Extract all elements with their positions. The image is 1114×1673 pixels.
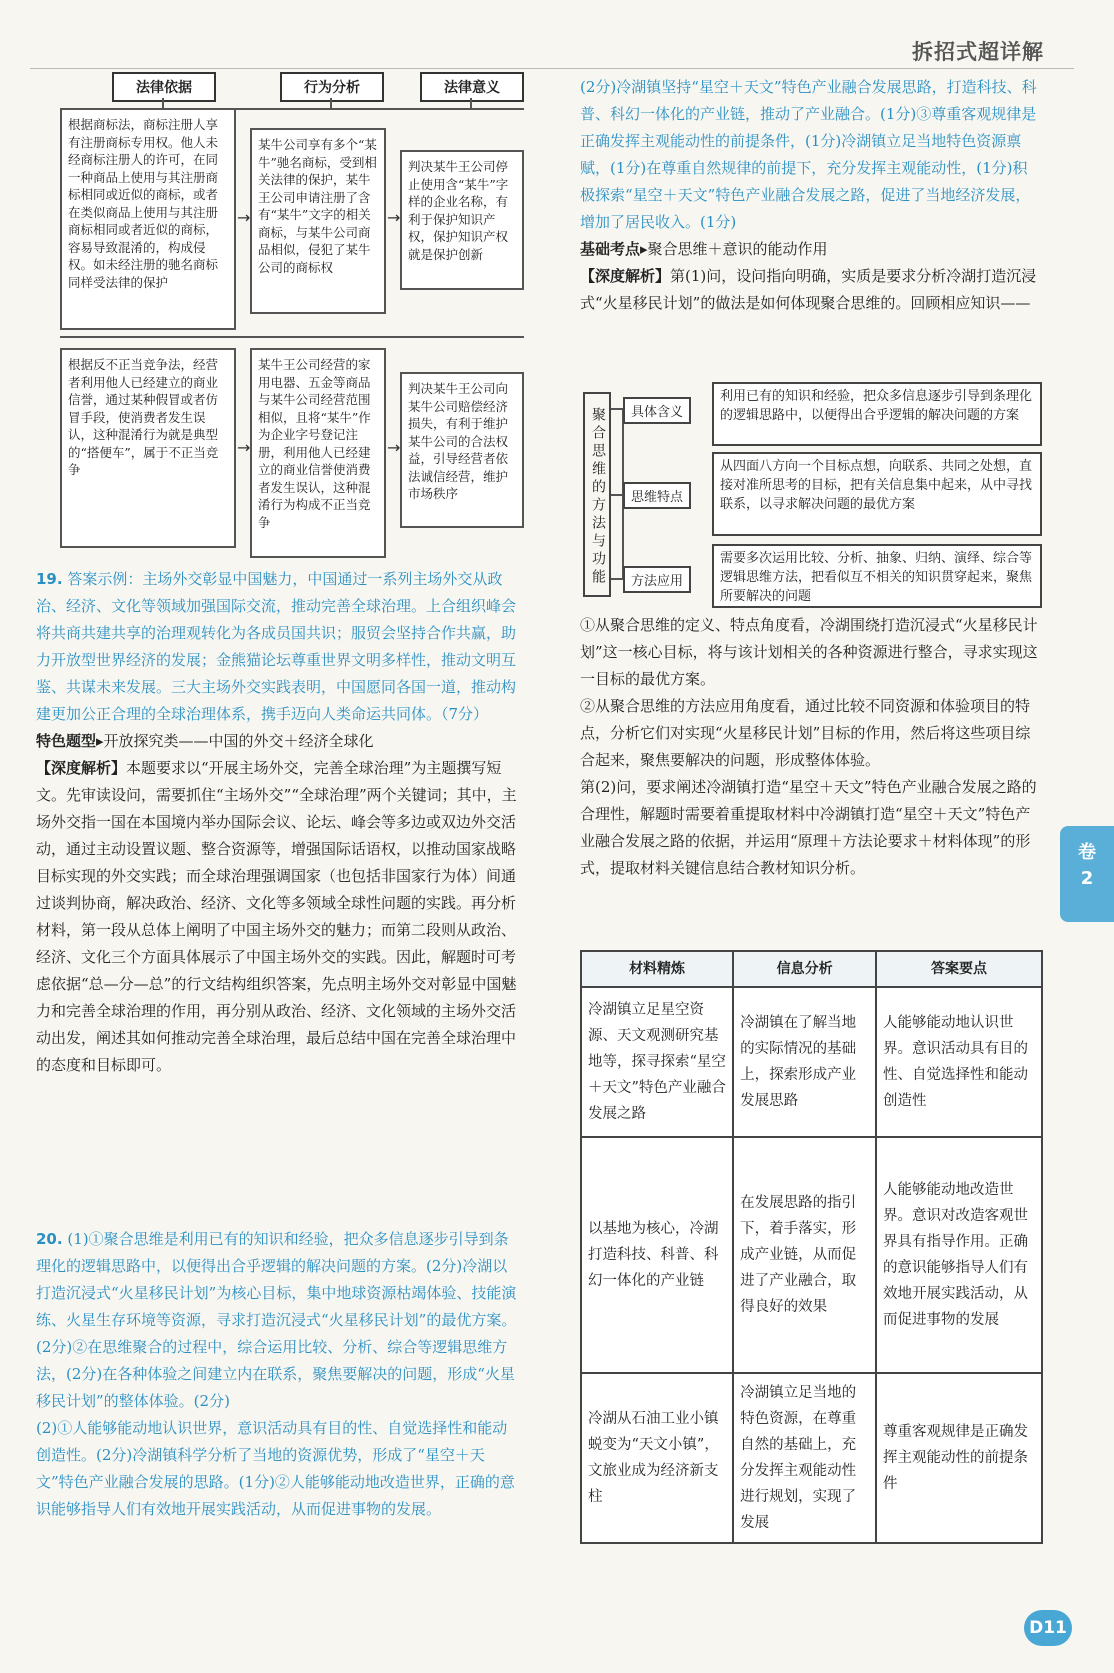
flow-box-basis-2: 根据反不正当竞争法，经营者利用他人已经建立的商业信誉，通过某种假冒或者仿冒手段，使消费者发生误认，这种混淆行为就是典型的“搭便车”，属于不正当竞争 [60, 348, 236, 548]
arrow-right-icon: → [387, 438, 401, 457]
table-cell: 人能够能动地认识世界。意识活动具有目的性、自觉选择性和能动创造性 [876, 987, 1042, 1137]
q20-analysis-1: 第(1)问，设问指向明确，实质是要求分析冷湖打造沉浸式“火星移民计划”的做法是如何体现聚合思维的。回顾相应知识—— [580, 267, 1037, 312]
table-row [581, 1137, 1042, 1373]
q20-continued [580, 74, 1042, 317]
volume-tab-line1: 卷 [1078, 842, 1096, 863]
q20-analysis-points [580, 612, 1042, 882]
q20-block [36, 1226, 522, 1523]
connector [60, 336, 524, 338]
triangle-icon: ▸ [640, 240, 648, 258]
q19-block [36, 566, 522, 1079]
volume-tab-line2: 2 [1080, 868, 1094, 889]
q20-analysis-2: 第(2)问，要求阐述冷湖镇打造“星空＋天文”特色产业融合发展之路的合理性，解题时需要着重提取材料中冷湖镇打造“星空＋天文”特色产业融合发展之路的依据，并运用“原理＋方法论要求＋材料体现”的形式，提取材料关键信息结合教材知识分析。 [580, 778, 1037, 877]
diagram-root: 聚合思维的方法与功能 [583, 392, 611, 597]
question-number: 19. [36, 570, 63, 588]
arrow-right-icon: → [387, 208, 401, 227]
table-cell: 冷湖镇在了解当地的实际情况的基础上，探索形成产业发展思路 [733, 987, 876, 1137]
diagram-box-method: 需要多次运用比较、分析、抽象、归纳、演绎、综合等逻辑思维方法，把看似互不相关的知识贯穿起来，聚焦所要解决的问题 [712, 544, 1042, 608]
type-text: 开放探究类——中国的外交＋经济全球化 [103, 732, 374, 750]
type-label: 特色题型 [36, 732, 97, 750]
arrow-right-icon: → [237, 438, 251, 457]
flow-box-significance-1: 判决某牛王公司停止使用含“某牛”字样的企业名称，有利于保护知识产权，保护知识产权就是保护创新 [400, 150, 524, 290]
connector [611, 494, 623, 496]
diagram-label-feature: 思维特点 [623, 482, 691, 509]
table-row [581, 1373, 1042, 1543]
basis-label: 基础考点 [580, 240, 641, 258]
table-header: 材料精炼 [581, 951, 733, 987]
page-header-title: 拆招式超详解 [912, 40, 1044, 64]
flow-head-significance: 法律意义 [420, 72, 524, 102]
connector [330, 98, 332, 108]
diagram-label-meaning: 具体含义 [623, 397, 691, 424]
table-header-row [581, 951, 1042, 987]
q20-answer-3: (2分)冷湖镇坚持“星空＋天文”特色产业融合发展思路，打造科技、科普、科幻一体化的产业链，推动了产业融合。(1分)③尊重客观规律是正确发挥主观能动性的前提条件，(1分)冷湖镇立足当地特色资源禀赋，(1分)在尊重自然规律的前提下，充分发挥主观能动性，(1分)积极探索“星空＋天文”特色产业融合发展之路，促进了当地经济发展，增加了居民收入。(1分) [580, 78, 1037, 231]
arrow-right-icon: → [237, 208, 251, 227]
table-cell: 冷湖镇立足当地的特色资源，在尊重自然的基础上，充分发挥主观能动性进行规划，实现了发展 [733, 1373, 876, 1543]
q19-analysis: 本题要求以“开展主场外交，完善全球治理”为主题撰写短文。先审读设问，需要抓住“主场外交”“全球治理”两个关键词；其中，主场外交指一国在本国境内举办国际会议、论坛、峰会等多边或双边外交活动，通过主动设置议题、整合资源等，增强国际话语权，以推动国家战略目标实现的外交实践；而全球治理强调国家（也包括非国家行为体）间通过谈判协商，解决政治、经济、文化等多领域全球性问题的实践。再分析材料，第一段从总体上阐明了中国主场外交的魅力；而第二段则从政治、经济、文化三个方面具体展示了中国主场外交的实践。因此，解题时可考虑依据“总—分—总”的行文结构组织答案，先点明主场外交对彰显中国魅力和完善全球治理的作用，再分别从政治、经济、文化领域的主场外交活动出发，阐述其如何推动完善全球治理，最后总结中国在完善全球治理中的态度和目标即可。 [36, 759, 517, 1074]
table-row [581, 987, 1042, 1137]
table-cell: 人能够能动地改造世界。意识对改造客观世界具有指导作用。正确的意识能够指导人们有效地开展实践活动，从而促进事物的发展 [876, 1137, 1042, 1373]
table-cell: 冷湖镇立足星空资源、天文观测研究基地等，探寻探索“星空＋天文”特色产业融合发展之路 [581, 987, 733, 1137]
analysis-label: 【深度解析】 [36, 759, 127, 777]
flow-box-analysis-1: 某牛公司享有多个“某牛”驰名商标，受到相关法律的保护，某牛王公司申请注册了含有“某牛”文字的相关商标，与某牛公司商品相似，侵犯了某牛公司的商标权 [250, 128, 386, 314]
flow-box-analysis-2: 某牛王公司经营的家用电器、五金等商品与某牛公司经营范围相似，且将“某牛”作为企业字号登记注册，利用他人已经建立的商业信誉使消费者发生误认，这种混淆行为构成不正当竞争 [250, 348, 386, 558]
point-2: ②从聚合思维的方法应用角度看，通过比较不同资源和体验项目的特点，分析它们对实现“火星移民计划”目标的作用，然后将这些项目综合起来，聚焦要解决的问题，形成整体体验。 [580, 697, 1031, 769]
connector [162, 98, 164, 108]
point-1: ①从聚合思维的定义、特点角度看，冷湖围绕打造沉浸式“火星移民计划”这一核心目标，将与该计划相关的各种资源进行整合，寻求实现这一目标的最优方案。 [580, 616, 1038, 688]
table-cell: 在发展思路的指引下，着手落实，形成产业链，从而促进了产业融合，取得良好的效果 [733, 1137, 876, 1373]
connector [611, 408, 623, 410]
question-number: 20. [36, 1230, 63, 1248]
diagram-box-feature: 从四面八方向一个目标点想，向联系、共同之处想，直接对准所思考的目标，把有关信息集中起来，从中寻找联系，以寻求解决问题的最优方案 [712, 452, 1042, 536]
volume-tab [1060, 826, 1114, 922]
basis-text: 聚合思维＋意识的能动作用 [647, 240, 828, 258]
table-header: 信息分析 [733, 951, 876, 987]
page-number-badge: D11 [1024, 1610, 1072, 1646]
flow-head-basis: 法律依据 [112, 72, 216, 102]
flow-box-basis-1: 根据商标法，商标注册人享有注册商标专用权。他人未经商标注册人的许可，在同一种商品上使用与其注册商标相同或近似的商标，或者在类似商品上使用与其注册商标相同或者近似的商标，容易导致混淆的，构成侵权。如未经注册的驰名商标同样受法律的保护 [60, 108, 236, 330]
q20-answer-2: (2)①人能够能动地认识世界，意识活动具有目的性、自觉选择性和能动创造性。(2分)冷湖镇科学分析了当地的资源优势，形成了“星空＋天文”特色产业融合发展的思路。(1分)②人能够能动地改造世界，正确的意识能够指导人们有效地开展实践活动，从而促进事物的发展。 [36, 1419, 515, 1518]
q20-answer-1: (1)①聚合思维是利用已有的知识和经验，把众多信息逐步引导到条理化的逻辑思路中，以便得出合乎逻辑的解决问题的方案。(2分)冷湖以打造沉浸式“火星移民计划”为核心目标，集中地球资源枯竭体验、技能演练、火星生存环境等资源，寻求打造沉浸式“火星移民计划”的最优方案。(2分)②在思维聚合的过程中，综合运用比较、分析、综合等逻辑思维方法，(2分)在各种体验之间建立内在联系，聚焦要解决的问题，形成“火星移民计划”的整体体验。(2分) [36, 1230, 517, 1410]
connector [611, 578, 623, 580]
table-cell: 尊重客观规律是正确发挥主观能动性的前提条件 [876, 1373, 1042, 1543]
analysis-table [580, 950, 1043, 1544]
flow-head-analysis: 行为分析 [280, 72, 384, 102]
header-rule [30, 68, 1074, 69]
q19-answer: 答案示例：主场外交彰显中国魅力，中国通过一系列主场外交从政治、经济、文化等领域加强国际交流，推动完善全球治理。上合组织峰会将共商共建共享的治理观转化为各成员国共识；服贸会坚持合作共赢，助力开放型世界经济的发展；金熊猫论坛尊重世界文明多样性，推动文明互鉴、共谋未来发展。三大主场外交实践表明，中国愿同各国一道，推动构建更加公正合理的全球治理体系，携手迈向人类命运共同体。（7分） [36, 570, 517, 723]
diagram-label-method: 方法应用 [623, 566, 691, 593]
flow-box-significance-2: 判决某牛王公司向某牛公司赔偿经济损失，有利于维护某牛公司的合法权益，引导经营者依法诚信经营，维护市场秩序 [400, 372, 524, 528]
diagram-box-meaning: 利用已有的知识和经验，把众多信息逐步引导到条理化的逻辑思路中，以便得出合乎逻辑的解决问题的方案 [712, 382, 1042, 446]
connector [470, 98, 472, 108]
triangle-icon: ▸ [96, 732, 104, 750]
table-cell: 冷湖从石油工业小镇蜕变为“天文小镇”，文旅业成为经济新支柱 [581, 1373, 733, 1543]
table-cell: 以基地为核心，冷湖打造科技、科普、科幻一体化的产业链 [581, 1137, 733, 1373]
analysis-label: 【深度解析】 [580, 267, 671, 285]
table-header: 答案要点 [876, 951, 1042, 987]
